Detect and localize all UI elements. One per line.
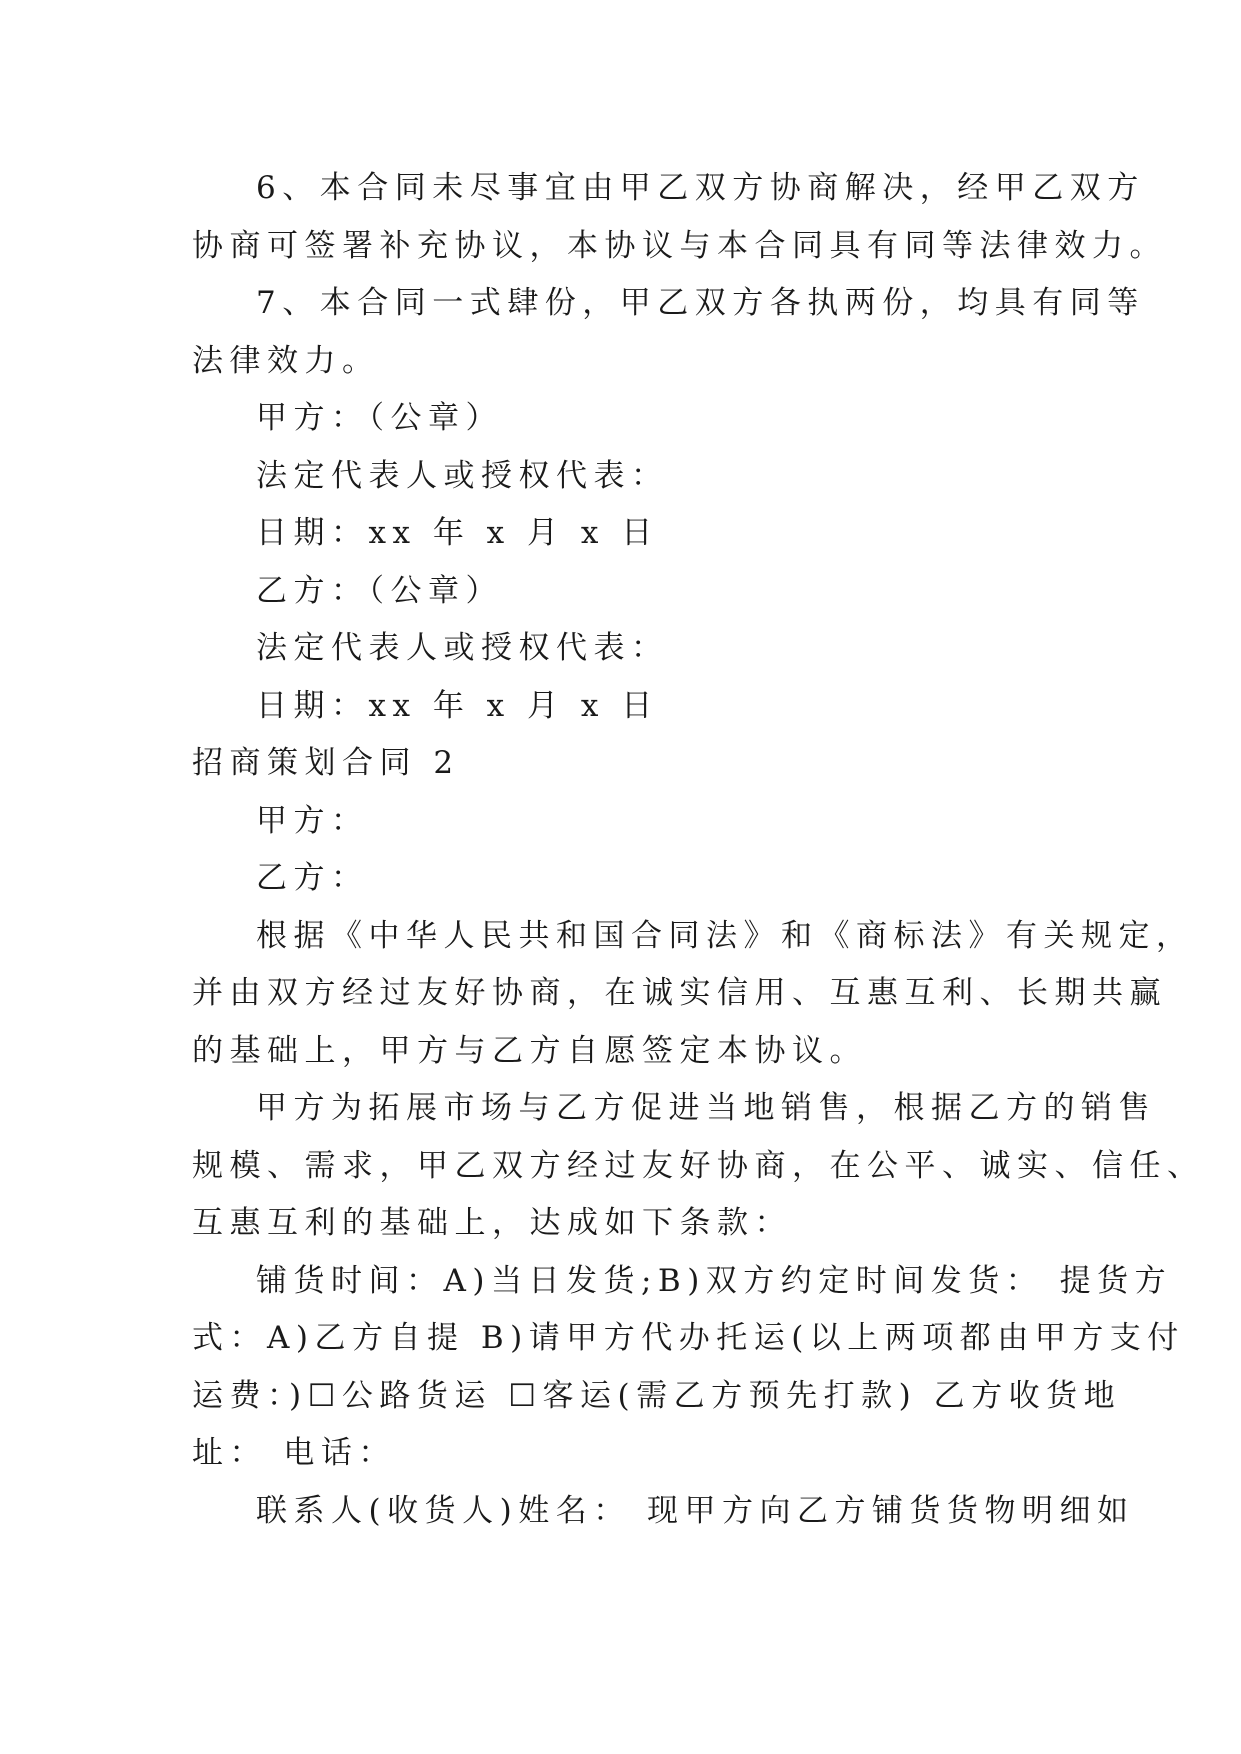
delivery-line-2: 式：A)乙方自提 B)请甲方代办托运(以上两项都由甲方支付 bbox=[192, 1320, 1185, 1356]
contact-line: 联系人(收货人)姓名： 现甲方向乙方铺货货物明细如 bbox=[256, 1493, 1135, 1529]
contract-2-party-b: 乙方： bbox=[256, 860, 369, 896]
clause-7-line-2: 法律效力。 bbox=[192, 343, 380, 379]
party-a-representative: 法定代表人或授权代表： bbox=[256, 458, 669, 494]
party-b-representative: 法定代表人或授权代表： bbox=[256, 630, 669, 666]
clause-7-line-1: 7、本合同一式肆份，甲乙双方各执两份，均具有同等 bbox=[256, 285, 1145, 321]
preamble-line-3: 的基础上，甲方与乙方自愿签定本协议。 bbox=[192, 1033, 867, 1069]
preamble-line-2: 并由双方经过友好协商，在诚实信用、互惠互利、长期共赢 bbox=[192, 975, 1167, 1011]
delivery-line-3: 运费：)☐公路货运 ☐客运(需乙方预先打款) 乙方收货地 bbox=[192, 1378, 1122, 1414]
party-b-seal: 乙方：（公章） bbox=[256, 573, 503, 609]
clause-6-line-2: 协商可签署补充协议，本协议与本合同具有同等法律效力。 bbox=[192, 228, 1167, 264]
contract-2-title: 招商策划合同 2 bbox=[192, 745, 460, 781]
party-b-date: 日期：xx 年 x 月 x 日 bbox=[256, 688, 659, 724]
clause-6-line-1: 6、本合同未尽事宜由甲乙双方协商解决，经甲乙双方 bbox=[256, 170, 1145, 206]
party-a-seal: 甲方：（公章） bbox=[256, 400, 503, 436]
delivery-line-1: 铺货时间：A)当日发货;B)双方约定时间发货： 提货方 bbox=[256, 1263, 1173, 1299]
purpose-line-2: 规模、需求，甲乙双方经过友好协商，在公平、诚实、信任、 bbox=[192, 1148, 1205, 1184]
preamble-line-1: 根据《中华人民共和国合同法》和《商标法》有关规定， bbox=[256, 918, 1194, 954]
purpose-line-1: 甲方为拓展市场与乙方促进当地销售，根据乙方的销售 bbox=[256, 1090, 1156, 1126]
party-a-date: 日期：xx 年 x 月 x 日 bbox=[256, 515, 659, 551]
purpose-line-3: 互惠互利的基础上，达成如下条款： bbox=[192, 1205, 792, 1241]
delivery-line-4: 址： 电话： bbox=[192, 1435, 396, 1471]
contract-2-party-a: 甲方： bbox=[256, 803, 369, 839]
